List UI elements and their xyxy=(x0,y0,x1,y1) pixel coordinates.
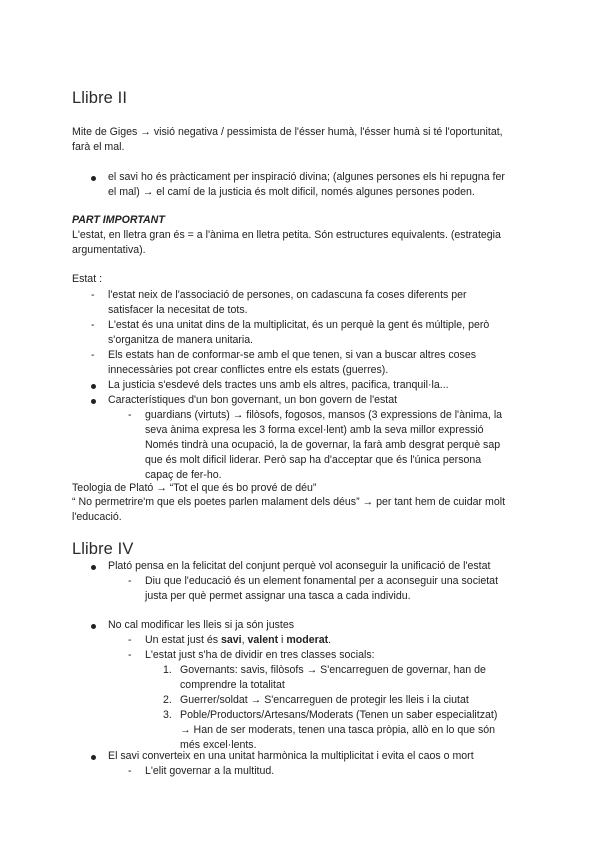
heading-llibre-iv: Llibre IV xyxy=(72,540,134,558)
period-text: . xyxy=(328,634,332,646)
dash-conformar-line1: Els estats han de conformar-se amb el que tenen, si van a buscar altres coses xyxy=(108,349,477,361)
number-1: 1. xyxy=(163,664,172,676)
bullet-plato: Plató pensa en la felicitat del conjunt perquè vol aconseguir la unificació de l'estat xyxy=(108,560,491,572)
dash-marker: - xyxy=(128,634,132,646)
dash-unitat-line2: s'organitza de manera unitaria. xyxy=(108,334,254,346)
number-3: 3. xyxy=(163,709,172,721)
dash-marker: - xyxy=(128,409,132,421)
valent-bold: valent xyxy=(247,634,279,646)
bullet-justicia: La justicia s'esdevé dels tractes uns amb els altres, pacifica, tranquil·la... xyxy=(108,379,449,391)
and-text: i xyxy=(278,634,287,646)
moderat-bold: moderat xyxy=(286,634,329,646)
dash-marker: - xyxy=(91,319,95,331)
item-poble-line1: Poble/Productors/Artesans/Moderats (Tenen un saber especialitzat) xyxy=(180,709,498,721)
bullet-caracteristiques: Característiques d'un bon governant, un bon govern de l'estat xyxy=(108,394,398,406)
bullet-savi-line2: el mal) → el camí de la justicia és molt dificil, només algunes persones poden. xyxy=(108,186,475,198)
bullet-dot xyxy=(91,565,96,570)
dash-guardians-line4: que és molt dificil liderar. Però sap ha d'acceptar que és l'única persona xyxy=(145,454,482,466)
dash-educacio-line1: Diu que l'educació és un element fonamental per a aconseguir una societat xyxy=(145,575,499,587)
estat-label: Estat : xyxy=(72,273,103,285)
dash-marker: - xyxy=(91,349,95,361)
dash-educacio-line2: justa per què permet assignar una tasca a cada individu. xyxy=(145,590,411,602)
bullet-dot xyxy=(91,755,96,760)
teologia-line: Teologia de Plató → “Tot el que és bo prové de déu” xyxy=(72,482,317,494)
paragraph-estat-line1: L'estat, en lletra gran és = a l'ànima en lletra petita. Són estructures equivalents. (estrategia xyxy=(72,229,501,241)
dash-estat-neix-line1: l'estat neix de l'associació de persones, on cadascuna fa coses diferents per xyxy=(108,289,467,301)
dash-classes-socials: L'estat just s'ha de dividir en tres classes socials: xyxy=(145,649,375,661)
number-2: 2. xyxy=(163,694,172,706)
dash-guardians-line2: seva ànima expresa les 3 forma excel·lent) amb la seva millor expressió xyxy=(145,424,484,436)
dash-marker: - xyxy=(128,649,132,661)
bullet-dot xyxy=(91,399,96,404)
item-poble-line2: → Han de ser moderats, tenen una tasca pròpia, allò en lo que són xyxy=(180,724,496,736)
bullet-savi-line1: el savi ho és pràcticament per inspiració divina; (algunes persones els hi repugna fer xyxy=(108,171,505,183)
item-poble-line3: més excel·lents. xyxy=(180,739,257,751)
bullet-lleis: No cal modificar les lleis si ja són justes xyxy=(108,619,295,631)
dash-elit: L'elit governar a la multitud. xyxy=(145,765,275,777)
dash-unitat-line1: L'estat és una unitat dins de la multiplicitat, és un perquè la gent és múltiple, però xyxy=(108,319,490,331)
dash-marker: - xyxy=(128,575,132,587)
dash-marker: - xyxy=(91,289,95,301)
bullet-dot xyxy=(91,384,96,389)
item-governants-line1: Governants: savis, filòsofs → S'encarreguen de governar, han de xyxy=(180,664,486,676)
dash-guardians-line3: Només tindrà una ocupació, la de governar, la farà amb desgrat perquè sap xyxy=(145,439,501,451)
paragraph-estat-line2: argumentativa). xyxy=(72,244,146,256)
bullet-savi-converteix: El savi converteix en una unitat harmònica la multiplicitat i evita el caos o mort xyxy=(108,750,474,762)
paragraph-giges-line1: Mite de Giges → visió negativa / pessimista de l'ésser humà, l'ésser humà si té l'oportunitat, xyxy=(72,126,503,138)
part-important-heading: PART IMPORTANT xyxy=(72,214,165,226)
poetes-line1: “ No permetrire'm que els poetes parlen malament dels déus” → per tant hem de cuidar molt xyxy=(72,496,506,508)
savi-bold: savi xyxy=(220,634,242,646)
poetes-line2: l'educació. xyxy=(72,511,122,523)
item-governants-line2: comprendre la totalitat xyxy=(180,679,285,691)
dash-marker: - xyxy=(128,765,132,777)
comma-text: , xyxy=(241,634,248,646)
dash-conformar-line2: innecessàries pot crear conflictes entre els estats (guerres). xyxy=(108,364,389,376)
item-guerrer: Guerrer/soldat → S'encarreguen de protegir les lleis i la ciutat xyxy=(180,694,469,706)
dash-estat-just xyxy=(145,633,331,648)
heading-llibre-ii: Llibre II xyxy=(72,89,128,107)
dash-guardians-line1: guardians (virtuts) → filòsofs, fogosos, mansos (3 expressions de l'ànima, la xyxy=(145,409,503,421)
bullet-dot xyxy=(91,624,96,629)
paragraph-giges-line2: farà el mal. xyxy=(72,141,125,153)
bullet-dot xyxy=(91,176,96,181)
dash-guardians-line5: capaç de fer-ho. xyxy=(145,469,222,481)
dash-estat-neix-line2: satisfacer la necesitat de tots. xyxy=(108,304,248,316)
estat-just-text: Un estat just és xyxy=(145,634,221,646)
